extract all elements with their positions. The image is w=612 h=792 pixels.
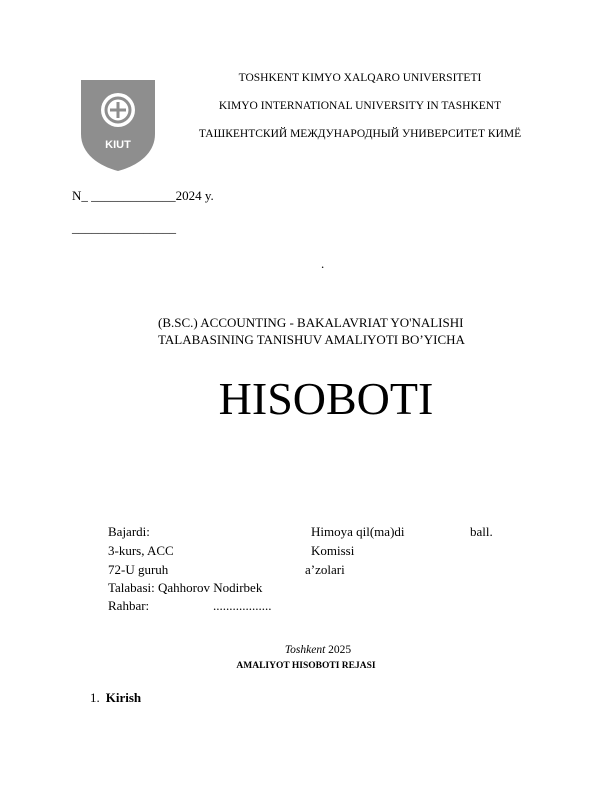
- course-text: 3-kurs, ACC: [108, 543, 174, 558]
- plan-heading: AMALIYOT HISOBOTI REJASI: [236, 661, 376, 671]
- report-title: HISOBOTI: [218, 373, 434, 424]
- dot-mark: .: [321, 256, 325, 271]
- year: 2025: [328, 644, 352, 656]
- logo-text: KIUT: [105, 139, 131, 151]
- list-item: [90, 690, 141, 706]
- performed-label: Bajardi:: [108, 524, 150, 539]
- members-label: a’zolari: [305, 562, 345, 577]
- list-item-label: Kirish: [105, 690, 142, 705]
- commission-label: Komissi: [311, 543, 355, 558]
- subtitle-line-1: (B.SC.) ACCOUNTING - BAKALAVRIAT YO'NALISHI: [158, 315, 464, 330]
- document-number: N_ _____________2024 y.: [72, 188, 214, 203]
- supervisor-label: Rahbar:: [108, 598, 150, 613]
- report-subtitle: [158, 314, 465, 348]
- list-item-number: 1.: [90, 690, 100, 705]
- group-text: 72-U guruh: [108, 562, 169, 577]
- defense-label: Himoya qil(ma)di: [311, 524, 405, 539]
- blank-line: ________________: [72, 220, 176, 235]
- student-name: Talabasi: Qahhorov Nodirbek: [108, 580, 263, 595]
- subtitle-line-2: TALABASINING TANISHUV AMALIYOTI BO’YICHA: [158, 332, 465, 347]
- city-name: Toshkent: [284, 644, 326, 656]
- university-logo: [79, 78, 157, 172]
- city-year: [0, 644, 612, 656]
- university-name-uz: TOSHKENT KIMYO XALQARO UNIVERSITETI: [238, 72, 482, 84]
- university-name-ru: ТАШКЕНТСКИЙ МЕЖДУНАРОДНЫЙ УНИВЕРСИТЕТ КИМЁ: [198, 128, 522, 140]
- ball-label: ball.: [470, 524, 493, 539]
- supervisor-dots: ..................: [213, 598, 272, 613]
- university-name-en: KIMYO INTERNATIONAL UNIVERSITY IN TASHKENT: [218, 100, 502, 112]
